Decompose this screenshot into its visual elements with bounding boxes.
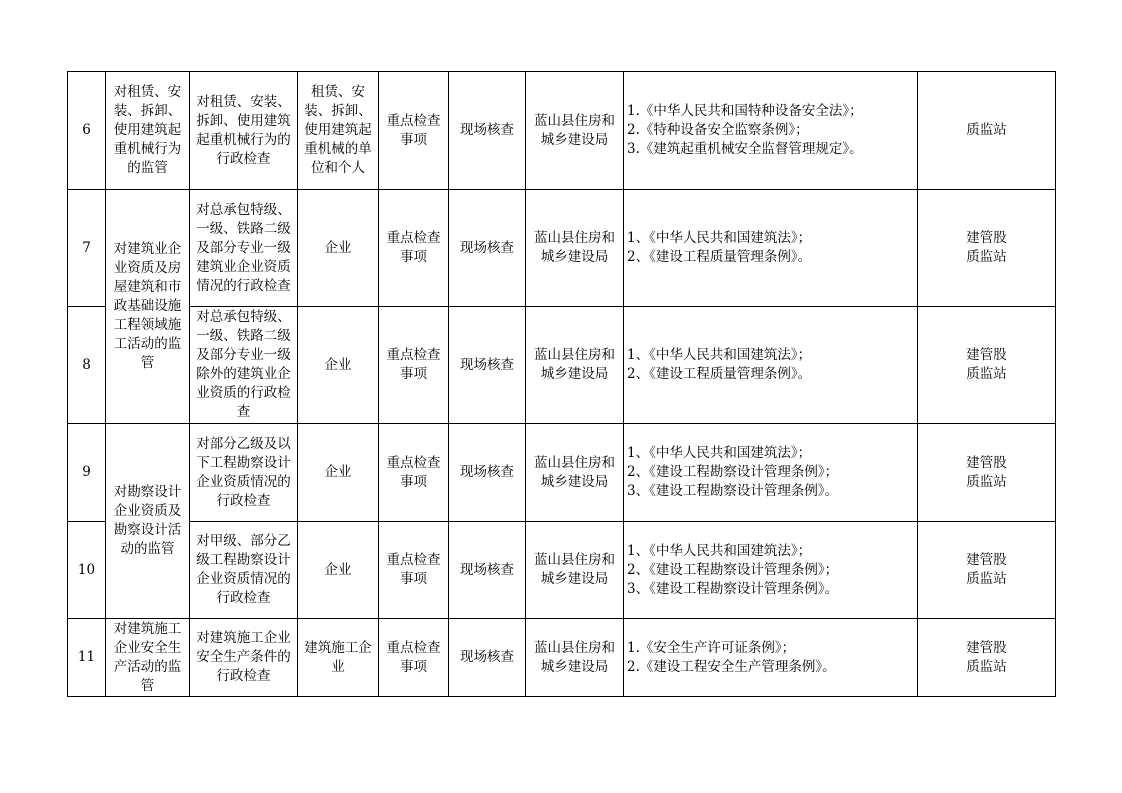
row-number: 10	[68, 522, 106, 619]
responsible-dept: 建管股 质监站	[918, 619, 1056, 697]
inspection-method: 现场核查	[449, 619, 526, 697]
inspection-method: 现场核查	[449, 522, 526, 619]
responsible-dept: 建管股 质监站	[918, 424, 1056, 522]
inspection-agency: 蓝山县住房和城乡建设局	[526, 190, 624, 307]
supervision-item: 对勘察设计企业资质及勘察设计活动的监管	[106, 424, 190, 619]
inspection-agency: 蓝山县住房和城乡建设局	[526, 72, 624, 190]
inspection-type: 重点检查事项	[379, 307, 449, 424]
inspection-object: 租赁、安装、拆卸、使用建筑起重机械的单位和个人	[298, 72, 379, 190]
inspection-object: 企业	[298, 522, 379, 619]
inspection-type: 重点检查事项	[379, 619, 449, 697]
inspection-item: 对部分乙级及以下工程勘察设计企业资质情况的行政检查	[190, 424, 298, 522]
legal-basis: 1.《中华人民共和国特种设备安全法》； 2.《特种设备安全监察条例》； 3.《建筑起重机械安全监督管理规定》。	[624, 72, 918, 190]
inspection-object: 企业	[298, 424, 379, 522]
inspection-object: 企业	[298, 190, 379, 307]
inspection-agency: 蓝山县住房和城乡建设局	[526, 522, 624, 619]
table-row	[68, 72, 1056, 190]
legal-basis: 1、《中华人民共和国建筑法》； 2、《建设工程勘察设计管理条例》； 3、《建设工程勘察设计管理条例》。	[624, 522, 918, 619]
inspection-type: 重点检查事项	[379, 72, 449, 190]
inspection-agency: 蓝山县住房和城乡建设局	[526, 307, 624, 424]
inspection-method: 现场核查	[449, 424, 526, 522]
legal-basis: 1、《中华人民共和国建筑法》； 2、《建设工程质量管理条例》。	[624, 190, 918, 307]
inspection-type: 重点检查事项	[379, 522, 449, 619]
inspection-item: 对总承包特级、一级、铁路二级及部分专业一级除外的建筑业企业资质的行政检查	[190, 307, 298, 424]
responsible-dept: 建管股 质监站	[918, 307, 1056, 424]
table-row	[68, 424, 1056, 522]
row-number: 8	[68, 307, 106, 424]
row-number: 7	[68, 190, 106, 307]
row-number: 6	[68, 72, 106, 190]
table-row	[68, 619, 1056, 697]
responsible-dept: 质监站	[918, 72, 1056, 190]
inspection-table	[67, 71, 1056, 697]
responsible-dept: 建管股 质监站	[918, 522, 1056, 619]
responsible-dept: 建管股 质监站	[918, 190, 1056, 307]
legal-basis: 1、《中华人民共和国建筑法》； 2、《建设工程质量管理条例》。	[624, 307, 918, 424]
inspection-method: 现场核查	[449, 307, 526, 424]
inspection-item: 对总承包特级、一级、铁路二级及部分专业一级建筑业企业资质情况的行政检查	[190, 190, 298, 307]
inspection-object: 建筑施工企业	[298, 619, 379, 697]
legal-basis: 1.《安全生产许可证条例》； 2.《建设工程安全生产管理条例》。	[624, 619, 918, 697]
inspection-item: 对建筑施工企业安全生产条件的行政检查	[190, 619, 298, 697]
inspection-agency: 蓝山县住房和城乡建设局	[526, 619, 624, 697]
row-number: 11	[68, 619, 106, 697]
inspection-item: 对甲级、部分乙级工程勘察设计企业资质情况的行政检查	[190, 522, 298, 619]
inspection-method: 现场核查	[449, 72, 526, 190]
inspection-agency: 蓝山县住房和城乡建设局	[526, 424, 624, 522]
supervision-item: 对建筑施工企业安全生产活动的监管	[106, 619, 190, 697]
supervision-item: 对建筑业企业资质及房屋建筑和市政基础设施工程领域施工活动的监管	[106, 190, 190, 424]
inspection-type: 重点检查事项	[379, 190, 449, 307]
inspection-method: 现场核查	[449, 190, 526, 307]
inspection-object: 企业	[298, 307, 379, 424]
table-row	[68, 190, 1056, 307]
supervision-item: 对租赁、安装、拆卸、使用建筑起重机械行为的监管	[106, 72, 190, 190]
inspection-type: 重点检查事项	[379, 424, 449, 522]
row-number: 9	[68, 424, 106, 522]
inspection-item: 对租赁、安装、拆卸、使用建筑起重机械行为的行政检查	[190, 72, 298, 190]
table-row	[68, 307, 1056, 424]
table-row	[68, 522, 1056, 619]
legal-basis: 1、《中华人民共和国建筑法》； 2、《建设工程勘察设计管理条例》； 3、《建设工程勘察设计管理条例》。	[624, 424, 918, 522]
